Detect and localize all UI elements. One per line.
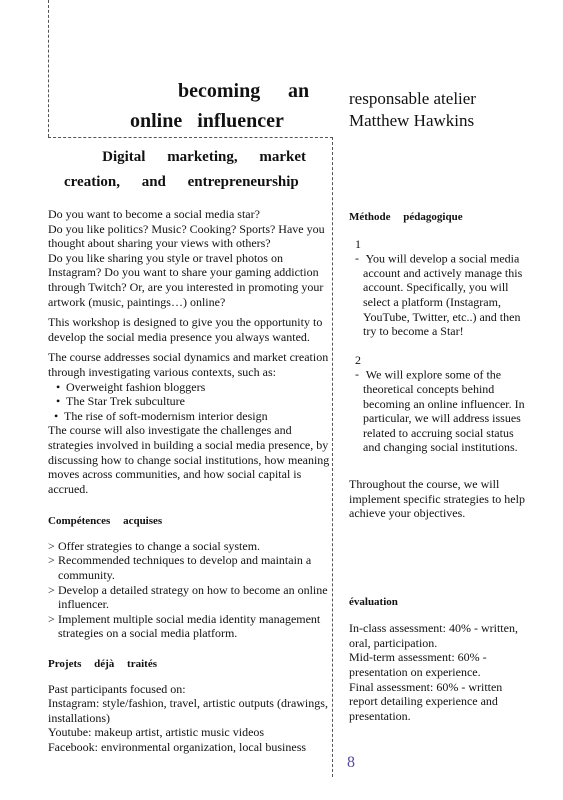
- list-item: • The rise of soft-modernism interior design: [54, 409, 330, 424]
- methode-heading: Méthode pédagogique: [349, 211, 463, 223]
- left-column: [48, 207, 330, 755]
- methode-item: 2 - We will explore some of the theoretical concepts behind becoming an online influencer. In particular, we will address issues related to accruing social status and changing social institutions.: [355, 352, 525, 455]
- list-item: > Recommended techniques to develop and maintain a community.: [48, 553, 312, 583]
- list-item: > Implement multiple social media identity management strategies on a social media platform.: [48, 611, 321, 641]
- page-number: 8: [347, 754, 355, 771]
- title-word-1: becoming: [178, 80, 261, 102]
- projets-line: Facebook: environmental organization, local business: [48, 740, 307, 754]
- evaluation-heading: évaluation: [349, 595, 398, 608]
- competences-list: [48, 539, 330, 641]
- title-word-2: an: [288, 80, 310, 102]
- workshop-paragraph: This workshop is designed to give you the opportunity to develop the social media presence you always wanted.: [48, 315, 323, 344]
- divider-horizontal: [48, 137, 333, 138]
- list-item: • The Star Trek subculture: [56, 394, 330, 409]
- evaluation-line: In-class assessment: 40% - written, oral, participation.: [349, 621, 518, 650]
- contexts-list: [48, 380, 330, 424]
- intro-line: Do you like sharing you style or travel photos on Instagram? Do you want to share your gaming addiction through Twitch? Or, are you interested in promoting your artwork (music, paintings…) online?: [48, 250, 324, 309]
- author-name: Matthew Hawkins: [349, 111, 475, 130]
- list-item: > Offer strategies to change a social system.: [48, 538, 261, 553]
- methode-closing: Throughout the course, we will implement specific strategies to help achieve your objectives.: [349, 476, 525, 521]
- list-item: • Overweight fashion bloggers: [56, 380, 330, 395]
- divider-vertical-top: [48, 0, 49, 137]
- projets-list: [48, 682, 330, 755]
- subtitle-line-1: Digital marketing, market: [102, 149, 306, 165]
- intro-paragraph: [48, 207, 330, 309]
- author-block: [349, 88, 476, 132]
- evaluation-line: Final assessment: 60% - written report detailing experience and presentation.: [349, 679, 503, 723]
- projets-heading: Projets déjà traités: [48, 658, 157, 671]
- projets-line: Instagram: style/fashion, travel, artistic outputs (drawings, installations): [48, 696, 328, 725]
- course-intro: The course addresses social dynamics and market creation through investigating various contexts, such as:: [48, 350, 329, 379]
- subtitle: [64, 145, 306, 195]
- subtitle-line-2: creation, and entrepreneurship: [64, 174, 299, 190]
- methode-item: 1 - You will develop a social media account and actively manage this account. Specifically, you will select a platform (Instagram, YouTube, Twitter, etc..) and then try to become a Star!: [355, 236, 523, 339]
- divider-vertical-main: [332, 137, 333, 777]
- title-line-2: online influencer: [130, 110, 284, 132]
- competences-heading: Compétences acquises: [48, 515, 163, 528]
- author-role: responsable atelier: [349, 89, 476, 108]
- evaluation-line: Mid-term assessment: 60% - presentation on experience.: [349, 650, 487, 680]
- course-more: The course will also investigate the challenges and strategies involved in building a social media presence, by discussing how to change social institutions, how meaning moves across communities, and how social capital is accrued.: [48, 423, 330, 496]
- projets-line: Past participants focused on:: [48, 681, 186, 696]
- intro-line: Do you want to become a social media star?: [48, 207, 260, 221]
- projets-line: Youtube: makeup artist, artistic music videos: [48, 725, 265, 740]
- list-item: > Develop a detailed strategy on how to become an online influencer.: [48, 582, 328, 612]
- right-column: [349, 210, 531, 723]
- intro-line: Do you like politics? Music? Cooking? Sports? Have you thought about sharing your views with others?: [48, 221, 325, 251]
